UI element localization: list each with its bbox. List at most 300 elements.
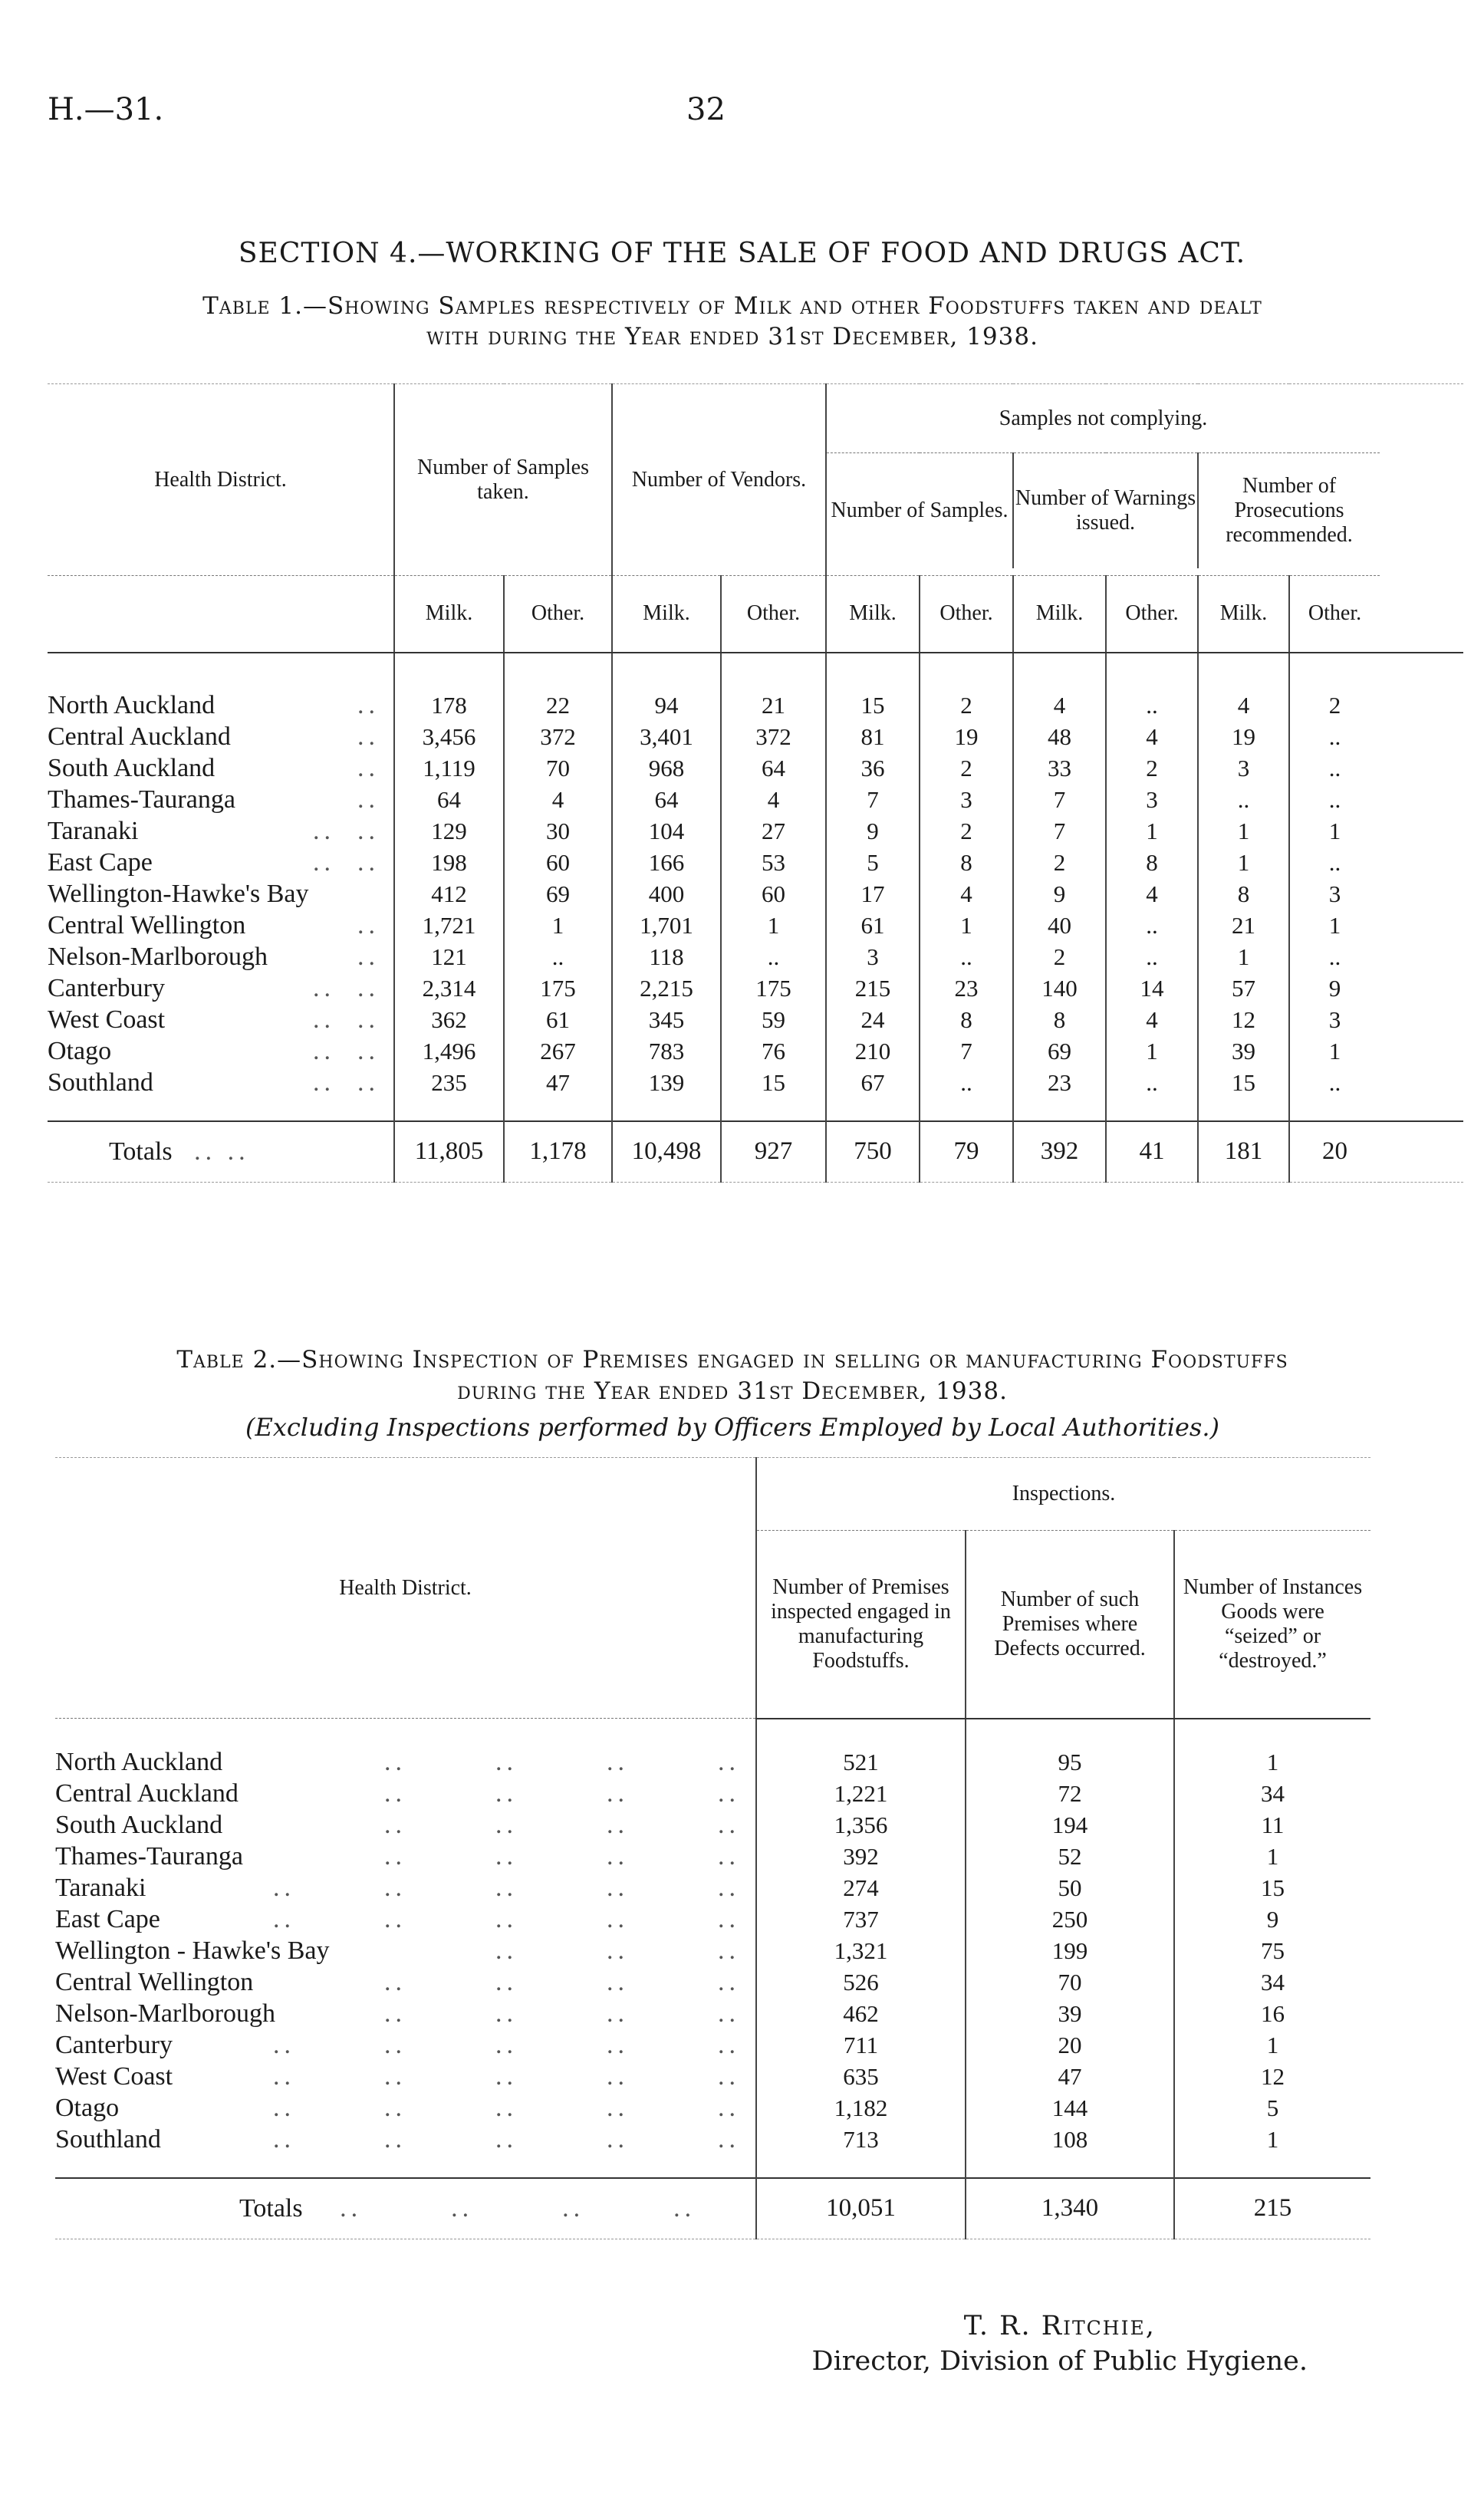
table1-cell-st-other: 47 [504, 1067, 612, 1098]
table2-row [55, 1841, 1370, 1872]
table1-district-name: South Auckland [48, 753, 216, 782]
table2-cell-defects: 95 [966, 1746, 1174, 1778]
table1-cell-p-other: 2 [1289, 689, 1380, 721]
table1-cell-v-milk: 400 [612, 878, 721, 910]
table1-cell-p-other: 1 [1289, 910, 1380, 941]
table2-cell-seized: 1 [1174, 1841, 1370, 1872]
table1-cell-st-other: 372 [504, 721, 612, 752]
table1-cell-w-other: 1 [1106, 815, 1198, 847]
table2-cell-seized: 1 [1174, 2124, 1370, 2155]
table1-row [48, 784, 1463, 815]
table1-cell-v-milk: 64 [612, 784, 721, 815]
table1-cell-v-other: 60 [721, 878, 826, 910]
table2-caption-note: (Excluding Inspections performed by Officers Employed by Local Authorities.) [245, 1413, 1219, 1442]
table1-leader-dots: .. [357, 753, 380, 782]
table2-cell-premises: 713 [756, 2124, 966, 2155]
table1-cell-v-other: 175 [721, 972, 826, 1004]
table1-cell-w-milk: 8 [1013, 1004, 1106, 1035]
table1-header-prosecutions: Number of Prosecutions recommended. [1198, 453, 1380, 568]
table1-row [48, 941, 1463, 972]
table1-leader-dots: .. .. [313, 1036, 380, 1065]
table2-cell-defects: 194 [966, 1809, 1174, 1841]
table1-cell-st-other: 22 [504, 689, 612, 721]
table2-cell-defects: 199 [966, 1935, 1174, 1966]
table1-row [48, 972, 1463, 1004]
table1-cell-st-other: 175 [504, 972, 612, 1004]
table1-cell-s-milk: 36 [826, 752, 920, 784]
table1-leader-dots: .. [357, 690, 380, 719]
table2-cell-defects: 144 [966, 2092, 1174, 2124]
table2-district-name: West Coast [55, 2061, 173, 2091]
table1-cell-v-milk: 104 [612, 815, 721, 847]
table2-cell-defects: 39 [966, 1998, 1174, 2029]
table1-cell-v-milk: 1,701 [612, 910, 721, 941]
table1-col-prosecutions-milk: Milk. [1198, 576, 1289, 653]
table1-col-warnings-milk: Milk. [1013, 576, 1106, 653]
table1-cell-w-milk: 140 [1013, 972, 1106, 1004]
table1-cell-w-milk: 7 [1013, 815, 1106, 847]
table1-district-name: Thames-Tauranga [48, 785, 235, 814]
table1-cell-v-other: 53 [721, 847, 826, 878]
table1-milk-foodstuffs-samples [48, 383, 1463, 1206]
table1-col-samples-other: Other. [504, 576, 612, 653]
table1-cell-st-milk: 1,496 [394, 1035, 504, 1067]
table1-cell-w-other: 3 [1106, 784, 1198, 815]
table1-cell-st-other: 30 [504, 815, 612, 847]
table1-cell-s-other: 23 [920, 972, 1013, 1004]
table1-cell-st-milk: 235 [394, 1067, 504, 1098]
table1-total-v-other: 927 [721, 1121, 826, 1183]
table1-cell-p-milk: 8 [1198, 878, 1289, 910]
table1-cell-s-milk: 61 [826, 910, 920, 941]
table2-caption-line2: during the Year ended 31st December, 1938. [457, 1377, 1008, 1405]
table1-district-name: Otago [48, 1036, 112, 1065]
table1-total-v-milk: 10,498 [612, 1121, 721, 1183]
table1-row [48, 847, 1463, 878]
table1-cell-s-other: 4 [920, 878, 1013, 910]
table1-cell-p-other: .. [1289, 1067, 1380, 1098]
table2-row [55, 2124, 1370, 2155]
table2-cell-seized: 16 [1174, 1998, 1370, 2029]
table1-col-vendors-milk: Milk. [612, 576, 721, 653]
table2-leader-dots: .. .. .. .. .. [273, 2061, 740, 2091]
table2-cell-seized: 9 [1174, 1904, 1370, 1935]
table2-cell-defects: 50 [966, 1872, 1174, 1904]
table2-leader-dots: .. .. .. .. [384, 1747, 740, 1776]
table1-cell-p-other: .. [1289, 941, 1380, 972]
table2-row [55, 2029, 1370, 2061]
table1-total-st-other: 1,178 [504, 1121, 612, 1183]
table1-cell-s-milk: 3 [826, 941, 920, 972]
table2-cell-premises: 737 [756, 1904, 966, 1935]
table1-cell-v-other: 64 [721, 752, 826, 784]
table1-total-w-other: 41 [1106, 1121, 1198, 1183]
table1-cell-st-other: .. [504, 941, 612, 972]
table2-cell-seized: 1 [1174, 2029, 1370, 2061]
table2-row [55, 1998, 1370, 2029]
table2-header-seized: Number of Instances Goods were “seized” or “destroyed.” [1174, 1531, 1370, 1719]
table2-header-premises: Number of Premises inspected engaged in manufacturing Foodstuffs. [756, 1531, 966, 1719]
table2-row [55, 1872, 1370, 1904]
table1-header-district: Health District. [48, 384, 394, 576]
table1-cell-p-milk: 19 [1198, 721, 1289, 752]
table1-col-prosecutions-other: Other. [1289, 576, 1380, 653]
table1-col-vendors-other: Other. [721, 576, 826, 653]
table1-row [48, 1004, 1463, 1035]
table2-cell-defects: 70 [966, 1966, 1174, 1998]
table1-leader-dots: .. .. [313, 973, 380, 1002]
table1-cell-st-other: 4 [504, 784, 612, 815]
table1-cell-st-milk: 121 [394, 941, 504, 972]
table1-district-name: North Auckland [48, 690, 216, 719]
table1-cell-w-other: .. [1106, 910, 1198, 941]
table1-cell-w-milk: 2 [1013, 847, 1106, 878]
table1-cell-s-milk: 210 [826, 1035, 920, 1067]
table1-cell-s-other: 2 [920, 752, 1013, 784]
table1-col-samples-milk: Milk. [394, 576, 504, 653]
document-reference: H.—31. [48, 92, 164, 127]
table2-cell-premises: 392 [756, 1841, 966, 1872]
table1-row [48, 721, 1463, 752]
table1-cell-w-other: 4 [1106, 1004, 1198, 1035]
table1-cell-v-other: 76 [721, 1035, 826, 1067]
table2-leader-dots: .. .. .. .. .. [273, 2124, 740, 2154]
table2-cell-seized: 75 [1174, 1935, 1370, 1966]
table2-row [55, 1778, 1370, 1809]
table1-cell-st-milk: 362 [394, 1004, 504, 1035]
table1-cell-v-other: 4 [721, 784, 826, 815]
table1-leader-dots: .. .. [313, 847, 380, 877]
table1-cell-st-milk: 64 [394, 784, 504, 815]
table1-cell-w-other: 2 [1106, 752, 1198, 784]
table1-cell-v-milk: 166 [612, 847, 721, 878]
table1-cell-v-other: 21 [721, 689, 826, 721]
table2-header-defects: Number of such Premises where Defects occurred. [966, 1531, 1174, 1719]
table1-cell-s-other: 2 [920, 815, 1013, 847]
table2-cell-defects: 108 [966, 2124, 1174, 2155]
table1-cell-w-milk: 9 [1013, 878, 1106, 910]
table1-district-name: Central Auckland [48, 722, 231, 751]
table1-cell-p-other: 3 [1289, 878, 1380, 910]
table1-cell-p-milk: 1 [1198, 815, 1289, 847]
table2-total-defects: 1,340 [966, 2178, 1174, 2239]
table1-cell-s-other: 8 [920, 847, 1013, 878]
table1-cell-s-milk: 5 [826, 847, 920, 878]
section-title: SECTION 4.—WORKING OF THE SALE OF FOOD AND DRUGS ACT. [238, 238, 1246, 269]
table1-cell-s-other: 1 [920, 910, 1013, 941]
table2-cell-seized: 34 [1174, 1778, 1370, 1809]
table1-cell-p-milk: 12 [1198, 1004, 1289, 1035]
table1-row [48, 910, 1463, 941]
table1-leader-dots: .. .. [313, 816, 380, 845]
table2-district-name: South Auckland [55, 1810, 223, 1839]
table2-district-name: Otago [55, 2093, 120, 2122]
table2-district-name: Central Auckland [55, 1778, 239, 1808]
table1-cell-w-milk: 48 [1013, 721, 1106, 752]
table1-row [48, 752, 1463, 784]
table1-cell-p-milk: 1 [1198, 941, 1289, 972]
table1-cell-s-milk: 15 [826, 689, 920, 721]
table1-leader-dots: .. [357, 910, 380, 939]
table1-cell-st-milk: 1,721 [394, 910, 504, 941]
table1-cell-st-other: 70 [504, 752, 612, 784]
table2-cell-premises: 462 [756, 1998, 966, 2029]
table2-cell-seized: 5 [1174, 2092, 1370, 2124]
table2-district-name: East Cape [55, 1904, 160, 1933]
table1-cell-p-other: 3 [1289, 1004, 1380, 1035]
table1-totals-label: Totals [109, 1137, 173, 1166]
table2-cell-defects: 52 [966, 1841, 1174, 1872]
signature-title: Director, Division of Public Hygiene. [811, 2346, 1308, 2377]
table1-totals-dots: .. .. [194, 1137, 250, 1166]
table2-row [55, 1904, 1370, 1935]
table2-total-seized: 215 [1174, 2178, 1370, 2239]
table1-cell-w-milk: 2 [1013, 941, 1106, 972]
table2-district-name: Central Wellington [55, 1967, 254, 1996]
table1-totals-row [48, 1121, 1463, 1183]
table1-col-warnings-other: Other. [1106, 576, 1198, 653]
table2-cell-premises: 521 [756, 1746, 966, 1778]
table1-cell-v-other: 15 [721, 1067, 826, 1098]
table1-cell-v-other: 27 [721, 815, 826, 847]
table1-cell-st-other: 60 [504, 847, 612, 878]
table1-cell-v-other: .. [721, 941, 826, 972]
table1-cell-w-other: 14 [1106, 972, 1198, 1004]
page-number: 32 [686, 92, 726, 127]
table2-leader-dots: .. .. .. .. .. [273, 2030, 740, 2059]
table1-cell-s-milk: 215 [826, 972, 920, 1004]
table2-header-inspections: Inspections. [756, 1458, 1370, 1531]
table1-cell-st-milk: 2,314 [394, 972, 504, 1004]
table2-leader-dots: .. .. .. .. [384, 1778, 740, 1808]
table1-cell-st-other: 267 [504, 1035, 612, 1067]
table1-header-vendors: Number of Vendors. [612, 384, 826, 576]
table1-caption-line1: Table 1.—Showing Samples respectively of Milk and other Foodstuffs taken and dealt [202, 292, 1262, 320]
table2-totals-dots: .. .. .. .. [340, 2194, 696, 2223]
table1-cell-s-other: 8 [920, 1004, 1013, 1035]
table1-cell-v-other: 1 [721, 910, 826, 941]
table2-row [55, 1966, 1370, 1998]
table1-cell-s-milk: 24 [826, 1004, 920, 1035]
table2-leader-dots: .. .. .. .. [384, 1967, 740, 1996]
table1-cell-w-milk: 7 [1013, 784, 1106, 815]
table1-cell-p-milk: 4 [1198, 689, 1289, 721]
table1-leader-dots: .. .. [313, 1068, 380, 1097]
table2-cell-premises: 635 [756, 2061, 966, 2092]
table2-row [55, 1746, 1370, 1778]
table2-cell-seized: 1 [1174, 1746, 1370, 1778]
table1-total-st-milk: 11,805 [394, 1121, 504, 1183]
table1-cell-w-milk: 23 [1013, 1067, 1106, 1098]
table1-leader-dots: .. [357, 942, 380, 971]
table1-cell-v-milk: 345 [612, 1004, 721, 1035]
table2-cell-premises: 1,356 [756, 1809, 966, 1841]
table1-total-w-milk: 392 [1013, 1121, 1106, 1183]
table1-leader-dots: .. .. [313, 1005, 380, 1034]
table1-district-name: Taranaki [48, 816, 139, 845]
table1-total-s-milk: 750 [826, 1121, 920, 1183]
table1-total-p-milk: 181 [1198, 1121, 1289, 1183]
table2-district-name: Thames-Tauranga [55, 1841, 243, 1871]
table1-cell-s-other: .. [920, 1067, 1013, 1098]
table1-cell-p-other: .. [1289, 784, 1380, 815]
table2-cell-premises: 1,221 [756, 1778, 966, 1809]
table1-header-num-samples: Number of Samples. [826, 453, 1013, 568]
table2-cell-premises: 1,182 [756, 2092, 966, 2124]
table2-leader-dots: .. .. .. .. .. [273, 1873, 740, 1902]
table2-cell-premises: 1,321 [756, 1935, 966, 1966]
table1-caption-line2: with during the Year ended 31st December, 1938. [426, 323, 1038, 350]
table1-cell-v-milk: 968 [612, 752, 721, 784]
table1-cell-st-milk: 412 [394, 878, 504, 910]
table1-district-name: Southland [48, 1068, 153, 1097]
table1-cell-w-other: 1 [1106, 1035, 1198, 1067]
table2-district-name: North Auckland [55, 1747, 223, 1776]
table1-cell-p-other: .. [1289, 721, 1380, 752]
table1-cell-s-milk: 7 [826, 784, 920, 815]
table1-row [48, 815, 1463, 847]
table1-cell-v-milk: 139 [612, 1067, 721, 1098]
table1-cell-p-milk: 3 [1198, 752, 1289, 784]
table1-cell-s-milk: 9 [826, 815, 920, 847]
table2-district-name: Southland [55, 2124, 161, 2154]
table1-cell-p-milk: .. [1198, 784, 1289, 815]
table2-cell-defects: 72 [966, 1778, 1174, 1809]
table1-cell-v-other: 59 [721, 1004, 826, 1035]
table1-cell-s-other: 3 [920, 784, 1013, 815]
table1-cell-w-milk: 4 [1013, 689, 1106, 721]
table1-cell-w-other: 4 [1106, 721, 1198, 752]
table1-cell-p-milk: 15 [1198, 1067, 1289, 1098]
table1-cell-v-milk: 3,401 [612, 721, 721, 752]
table1-cell-s-milk: 81 [826, 721, 920, 752]
table2-cell-seized: 12 [1174, 2061, 1370, 2092]
table1-cell-w-milk: 69 [1013, 1035, 1106, 1067]
table2-leader-dots: .. .. .. .. [384, 1810, 740, 1839]
table1-cell-st-milk: 3,456 [394, 721, 504, 752]
table2-cell-premises: 526 [756, 1966, 966, 1998]
table1-cell-v-milk: 118 [612, 941, 721, 972]
table1-cell-p-other: 9 [1289, 972, 1380, 1004]
table1-cell-s-other: .. [920, 941, 1013, 972]
table1-cell-st-other: 61 [504, 1004, 612, 1035]
table1-cell-w-other: 8 [1106, 847, 1198, 878]
table1-cell-p-other: .. [1289, 847, 1380, 878]
table1-cell-p-milk: 21 [1198, 910, 1289, 941]
table1-cell-s-milk: 17 [826, 878, 920, 910]
table1-cell-st-other: 1 [504, 910, 612, 941]
table2-row [55, 1935, 1370, 1966]
table2-district-name: Canterbury [55, 2030, 173, 2059]
table1-cell-p-milk: 39 [1198, 1035, 1289, 1067]
table1-cell-p-other: 1 [1289, 1035, 1380, 1067]
table1-cell-w-other: .. [1106, 1067, 1198, 1098]
table2-district-name: Wellington - Hawke's Bay [55, 1936, 330, 1965]
table1-district-name: Wellington-Hawke's Bay [48, 879, 309, 908]
signature-block [812, 2308, 1308, 2379]
table1-cell-v-milk: 2,215 [612, 972, 721, 1004]
table1-header-warnings: Number of Warnings issued. [1013, 453, 1198, 568]
table1-district-name: West Coast [48, 1005, 166, 1034]
table1-row [48, 1035, 1463, 1067]
table1-district-name: East Cape [48, 847, 153, 877]
table2-cell-seized: 11 [1174, 1809, 1370, 1841]
table1-cell-st-milk: 1,119 [394, 752, 504, 784]
table1-col-noncomply-milk: Milk. [826, 576, 920, 653]
table2-premises-inspections [55, 1457, 1370, 2255]
table1-cell-s-milk: 67 [826, 1067, 920, 1098]
table2-leader-dots: .. .. .. .. .. [273, 1904, 740, 1933]
table2-cell-seized: 34 [1174, 1966, 1370, 1998]
table2-leader-dots: .. .. .. [495, 1936, 740, 1965]
table1-cell-w-other: .. [1106, 689, 1198, 721]
table2-header-district: Health District. [55, 1458, 756, 1719]
table2-cell-premises: 274 [756, 1872, 966, 1904]
table1-col-noncomply-other: Other. [920, 576, 1013, 653]
table2-leader-dots: .. .. .. .. [384, 1841, 740, 1871]
table2-cell-defects: 20 [966, 2029, 1174, 2061]
table1-cell-v-milk: 94 [612, 689, 721, 721]
table1-cell-w-other: .. [1106, 941, 1198, 972]
table1-row [48, 1067, 1463, 1098]
table1-leader-dots: .. [357, 722, 380, 751]
table2-cell-defects: 47 [966, 2061, 1174, 2092]
table1-cell-v-milk: 783 [612, 1035, 721, 1067]
table2-leader-dots: .. .. .. .. .. [273, 2093, 740, 2122]
table1-cell-p-other: .. [1289, 752, 1380, 784]
table1-district-name: Central Wellington [48, 910, 246, 939]
table1-cell-p-milk: 57 [1198, 972, 1289, 1004]
table1-cell-p-other: 1 [1289, 815, 1380, 847]
table1-cell-w-milk: 40 [1013, 910, 1106, 941]
table1-district-name: Canterbury [48, 973, 165, 1002]
table2-row [55, 2061, 1370, 2092]
table2-leader-dots: .. .. .. .. [384, 1999, 740, 2028]
table2-totals-label: Totals [239, 2194, 303, 2223]
table1-leader-dots: .. [357, 785, 380, 814]
table1-cell-st-other: 69 [504, 878, 612, 910]
table1-total-p-other: 20 [1289, 1121, 1380, 1183]
table1-header-not-complying: Samples not complying. [826, 384, 1380, 453]
table1-cell-s-other: 2 [920, 689, 1013, 721]
table1-total-s-other: 79 [920, 1121, 1013, 1183]
table2-totals-row [55, 2178, 1370, 2239]
table1-cell-w-milk: 33 [1013, 752, 1106, 784]
table1-header-samples-taken: Number of Samples taken. [394, 384, 612, 576]
table1-cell-st-milk: 129 [394, 815, 504, 847]
table1-cell-s-other: 19 [920, 721, 1013, 752]
table1-cell-st-milk: 178 [394, 689, 504, 721]
table2-cell-seized: 15 [1174, 1872, 1370, 1904]
table1-row [48, 689, 1463, 721]
table1-cell-st-milk: 198 [394, 847, 504, 878]
table2-cell-defects: 250 [966, 1904, 1174, 1935]
table1-cell-w-other: 4 [1106, 878, 1198, 910]
table2-district-name: Nelson-Marlborough [55, 1999, 276, 2028]
table2-district-name: Taranaki [55, 1873, 146, 1902]
signature-name: T. R. Ritchie, [963, 2311, 1156, 2341]
table1-cell-v-other: 372 [721, 721, 826, 752]
table2-caption-line1: Table 2.—Showing Inspection of Premises engaged in selling or manufacturing Foodstuffs [176, 1346, 1288, 1374]
table2-row [55, 2092, 1370, 2124]
table2-total-premises: 10,051 [756, 2178, 966, 2239]
table1-row [48, 878, 1463, 910]
table2-cell-premises: 711 [756, 2029, 966, 2061]
table1-district-name: Nelson-Marlborough [48, 942, 268, 971]
table1-cell-p-milk: 1 [1198, 847, 1289, 878]
table1-cell-s-other: 7 [920, 1035, 1013, 1067]
table2-row [55, 1809, 1370, 1841]
